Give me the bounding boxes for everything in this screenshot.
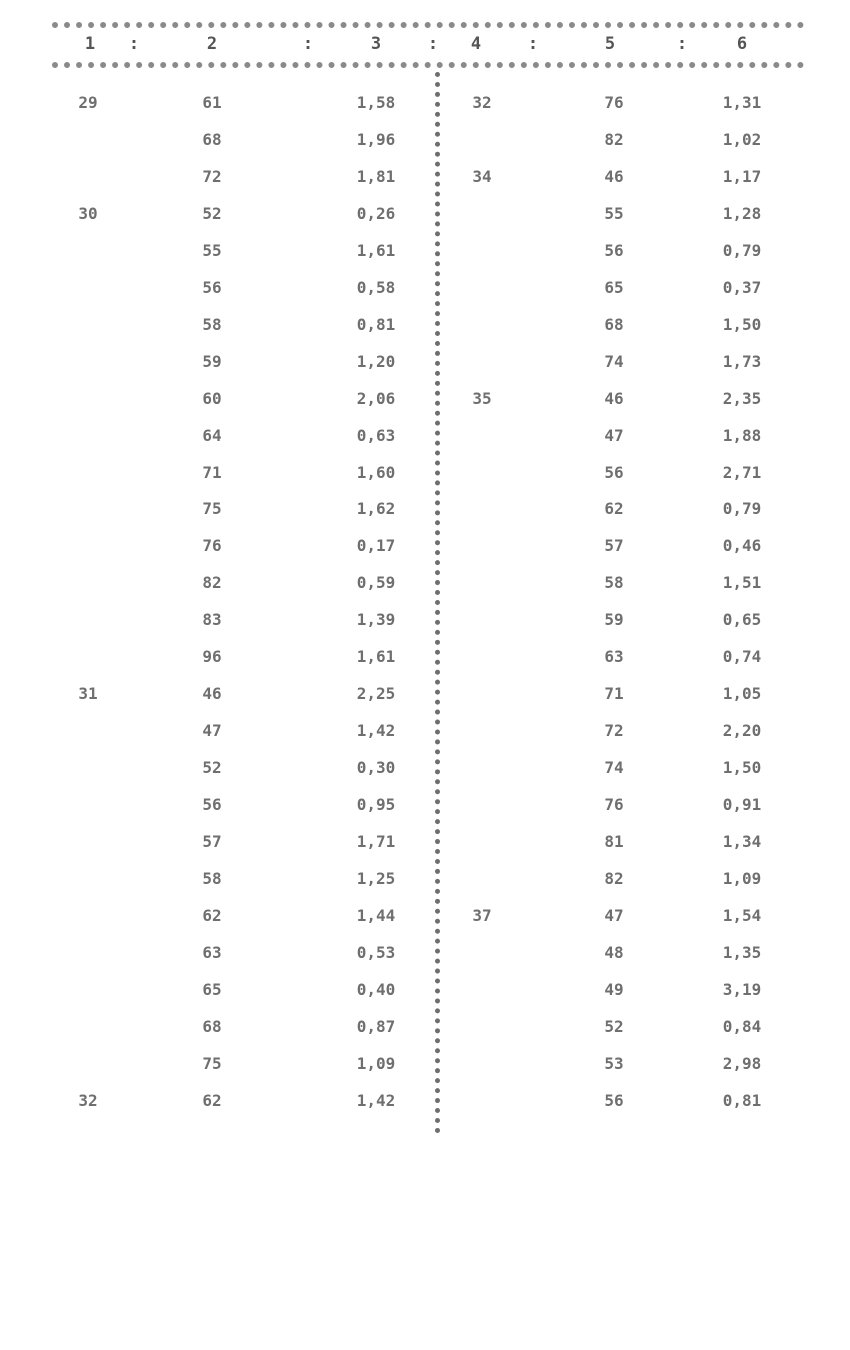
table-cell-c6: 0,79 — [722, 241, 762, 260]
table-cell-c5: 82 — [604, 130, 624, 149]
table-cell-c3: 1,58 — [356, 93, 396, 112]
table-cell-c2: 65 — [202, 980, 222, 999]
table-cell-c5: 74 — [604, 758, 624, 777]
table-cell-c2: 68 — [202, 130, 222, 149]
table-cell-c3: 0,87 — [356, 1017, 396, 1036]
table-cell-c6: 2,35 — [722, 389, 762, 408]
table-cell-c5: 47 — [604, 906, 624, 925]
table-cell-c2: 55 — [202, 241, 222, 260]
table-cell-c3: 0,58 — [356, 278, 396, 297]
table-cell-c2: 64 — [202, 426, 222, 445]
header-separator: : — [302, 34, 314, 54]
table-cell-c6: 0,46 — [722, 536, 762, 555]
table-cell-c3: 0,26 — [356, 204, 396, 223]
table-cell-c6: 1,09 — [722, 869, 762, 888]
header-col-1: 1 — [84, 34, 96, 54]
table-cell-c2: 61 — [202, 93, 222, 112]
table-cell-c3: 0,17 — [356, 536, 396, 555]
table-cell-c6: 1,28 — [722, 204, 762, 223]
header-col-6: 6 — [736, 34, 748, 54]
table-cell-c5: 56 — [604, 1091, 624, 1110]
table-cell-c5: 76 — [604, 93, 624, 112]
table-cell-c6: 0,37 — [722, 278, 762, 297]
table-cell-c6: 3,19 — [722, 980, 762, 999]
table-cell-c5: 82 — [604, 869, 624, 888]
table-cell-c2: 57 — [202, 832, 222, 851]
header-bottom-rule — [52, 62, 804, 68]
table-cell-c3: 1,42 — [356, 1091, 396, 1110]
header-separator: : — [128, 34, 140, 54]
table-cell-c3: 0,59 — [356, 573, 396, 592]
table-cell-c6: 1,50 — [722, 758, 762, 777]
header-col-4: 4 — [470, 34, 482, 54]
table-cell-c5: 74 — [604, 352, 624, 371]
table-cell-c2: 62 — [202, 906, 222, 925]
table-cell-c2: 58 — [202, 869, 222, 888]
table-cell-c1: 30 — [78, 204, 98, 223]
table-cell-c5: 72 — [604, 721, 624, 740]
table-cell-c6: 1,17 — [722, 167, 762, 186]
table-cell-c3: 1,71 — [356, 832, 396, 851]
table-cell-c5: 63 — [604, 647, 624, 666]
table-cell-c3: 2,25 — [356, 684, 396, 703]
table-cell-c2: 56 — [202, 278, 222, 297]
table-cell-c6: 1,50 — [722, 315, 762, 334]
header-separator: : — [676, 34, 688, 54]
table-cell-c6: 0,79 — [722, 499, 762, 518]
table-cell-c5: 46 — [604, 389, 624, 408]
table-cell-c1: 31 — [78, 684, 98, 703]
table-cell-c5: 52 — [604, 1017, 624, 1036]
header-col-2: 2 — [206, 34, 218, 54]
table-cell-c2: 62 — [202, 1091, 222, 1110]
table-cell-c6: 1,02 — [722, 130, 762, 149]
header-separator: : — [527, 34, 539, 54]
table-cell-c2: 68 — [202, 1017, 222, 1036]
table-cell-c6: 1,05 — [722, 684, 762, 703]
table-cell-c2: 47 — [202, 721, 222, 740]
table-cell-c3: 1,62 — [356, 499, 396, 518]
table-cell-c2: 59 — [202, 352, 222, 371]
table-cell-c2: 52 — [202, 758, 222, 777]
table-cell-c3: 1,61 — [356, 241, 396, 260]
table-cell-c1: 32 — [78, 1091, 98, 1110]
table-cell-c4: 34 — [472, 167, 492, 186]
table-cell-c2: 82 — [202, 573, 222, 592]
table-cell-c6: 0,84 — [722, 1017, 762, 1036]
table-cell-c1: 29 — [78, 93, 98, 112]
table-cell-c5: 53 — [604, 1054, 624, 1073]
table-cell-c5: 47 — [604, 426, 624, 445]
table-cell-c6: 2,20 — [722, 721, 762, 740]
header-col-3: 3 — [370, 34, 382, 54]
table-cell-c3: 1,42 — [356, 721, 396, 740]
table-cell-c2: 46 — [202, 684, 222, 703]
table-cell-c3: 0,95 — [356, 795, 396, 814]
column-divider — [435, 72, 440, 1134]
table-cell-c5: 68 — [604, 315, 624, 334]
table-cell-c3: 0,63 — [356, 426, 396, 445]
table-cell-c3: 1,25 — [356, 869, 396, 888]
table-cell-c3: 0,53 — [356, 943, 396, 962]
table-cell-c6: 0,81 — [722, 1091, 762, 1110]
table-cell-c5: 76 — [604, 795, 624, 814]
table-cell-c5: 56 — [604, 463, 624, 482]
table-cell-c2: 56 — [202, 795, 222, 814]
table-cell-c3: 1,81 — [356, 167, 396, 186]
table-cell-c6: 1,73 — [722, 352, 762, 371]
table-cell-c4: 35 — [472, 389, 492, 408]
table-cell-c5: 59 — [604, 610, 624, 629]
table-cell-c5: 55 — [604, 204, 624, 223]
table-cell-c3: 0,81 — [356, 315, 396, 334]
table-cell-c6: 1,54 — [722, 906, 762, 925]
table-cell-c6: 1,51 — [722, 573, 762, 592]
header-top-rule — [52, 22, 804, 28]
table-cell-c3: 1,61 — [356, 647, 396, 666]
table-cell-c4: 37 — [472, 906, 492, 925]
table-cell-c5: 57 — [604, 536, 624, 555]
table-cell-c5: 46 — [604, 167, 624, 186]
table-cell-c4: 32 — [472, 93, 492, 112]
table-cell-c3: 1,96 — [356, 130, 396, 149]
table-cell-c3: 1,39 — [356, 610, 396, 629]
table-cell-c2: 83 — [202, 610, 222, 629]
table-cell-c2: 96 — [202, 647, 222, 666]
table-cell-c5: 49 — [604, 980, 624, 999]
table-cell-c3: 2,06 — [356, 389, 396, 408]
table-cell-c3: 1,09 — [356, 1054, 396, 1073]
table-cell-c3: 1,60 — [356, 463, 396, 482]
table-cell-c6: 1,34 — [722, 832, 762, 851]
table-cell-c6: 0,74 — [722, 647, 762, 666]
table-cell-c3: 1,44 — [356, 906, 396, 925]
table-cell-c2: 60 — [202, 389, 222, 408]
table-cell-c6: 1,31 — [722, 93, 762, 112]
table-header — [0, 34, 850, 58]
table-cell-c2: 76 — [202, 536, 222, 555]
table-cell-c5: 48 — [604, 943, 624, 962]
header-separator: : — [427, 34, 439, 54]
table-cell-c5: 62 — [604, 499, 624, 518]
table-cell-c2: 75 — [202, 1054, 222, 1073]
table-cell-c6: 2,71 — [722, 463, 762, 482]
header-col-5: 5 — [604, 34, 616, 54]
table-cell-c2: 63 — [202, 943, 222, 962]
table-cell-c2: 52 — [202, 204, 222, 223]
table-cell-c2: 71 — [202, 463, 222, 482]
table-cell-c5: 65 — [604, 278, 624, 297]
table-cell-c2: 72 — [202, 167, 222, 186]
table-cell-c3: 0,40 — [356, 980, 396, 999]
table-cell-c6: 0,65 — [722, 610, 762, 629]
table-cell-c3: 1,20 — [356, 352, 396, 371]
table-cell-c6: 2,98 — [722, 1054, 762, 1073]
table-cell-c3: 0,30 — [356, 758, 396, 777]
table-cell-c6: 1,35 — [722, 943, 762, 962]
table-cell-c5: 81 — [604, 832, 624, 851]
table-cell-c2: 75 — [202, 499, 222, 518]
table-cell-c5: 58 — [604, 573, 624, 592]
table-cell-c5: 56 — [604, 241, 624, 260]
table-cell-c6: 0,91 — [722, 795, 762, 814]
table-cell-c6: 1,88 — [722, 426, 762, 445]
table-cell-c5: 71 — [604, 684, 624, 703]
table-cell-c2: 58 — [202, 315, 222, 334]
